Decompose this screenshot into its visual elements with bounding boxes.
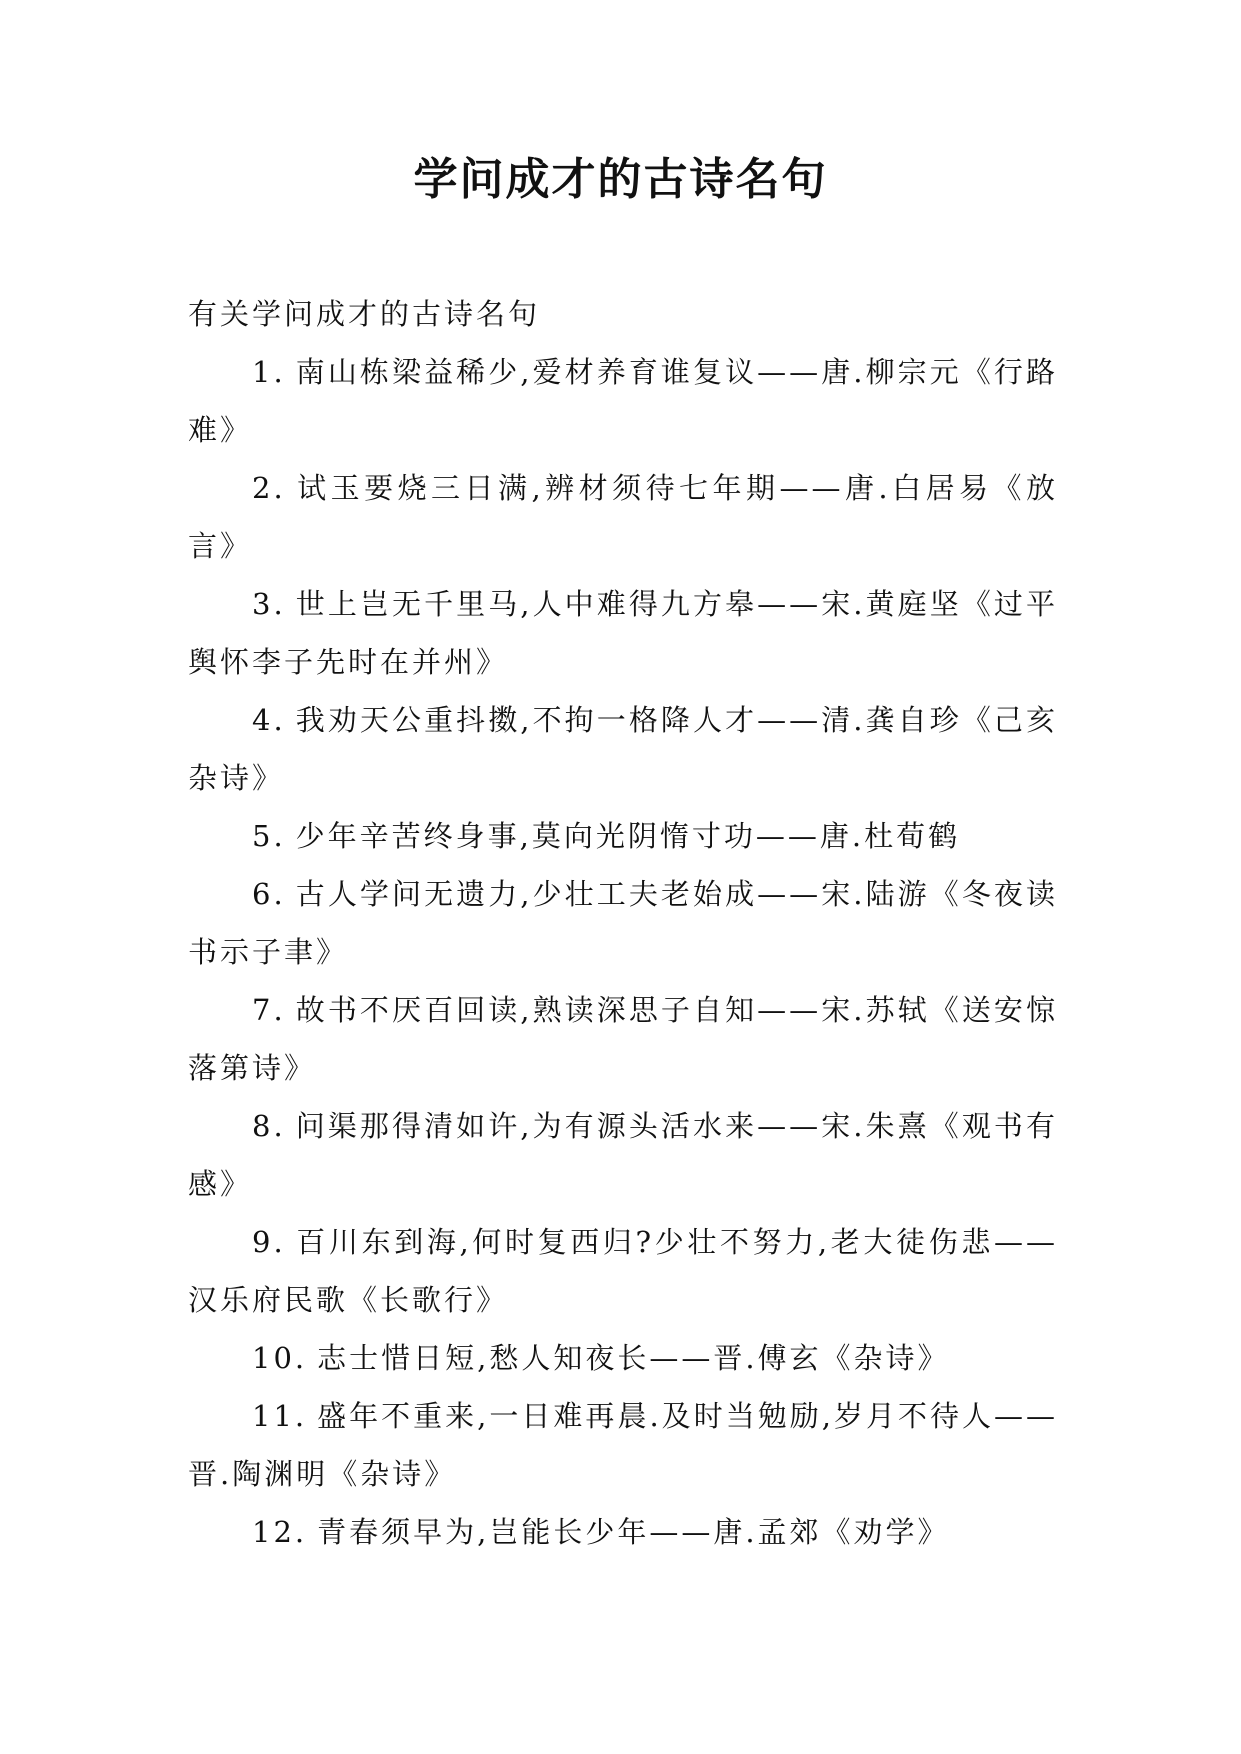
quote-text: 古人学问无遗力,少壮工夫老始成——宋.陆游《冬夜读书示子聿》 xyxy=(188,877,1058,969)
quote-number: 7. xyxy=(252,993,286,1027)
quote-item xyxy=(188,807,1058,865)
quote-text: 青春须早为,岂能长少年——唐.孟郊《劝学》 xyxy=(317,1515,950,1549)
quote-number: 10. xyxy=(252,1341,308,1375)
quote-text: 盛年不重来,一日难再晨.及时当勉励,岁月不待人——晋.陶渊明《杂诗》 xyxy=(188,1399,1058,1491)
quote-item xyxy=(188,691,1058,807)
quote-text: 志士惜日短,愁人知夜长——晋.傅玄《杂诗》 xyxy=(317,1341,950,1375)
quote-item xyxy=(188,1503,1058,1561)
quote-text: 少年辛苦终身事,莫向光阴惰寸功——唐.杜荀鹤 xyxy=(295,819,961,853)
quote-number: 1. xyxy=(252,355,286,389)
quote-item xyxy=(188,865,1058,981)
quote-text: 故书不厌百回读,熟读深思子自知——宋.苏轼《送安惊落第诗》 xyxy=(188,993,1058,1085)
quote-item xyxy=(188,1213,1058,1329)
quote-number: 6. xyxy=(252,877,286,911)
quote-item xyxy=(188,1329,1058,1387)
page-title: 学问成才的古诗名句 xyxy=(413,154,828,205)
quote-list xyxy=(188,343,1058,1561)
quote-number: 4. xyxy=(252,703,286,737)
quote-item xyxy=(188,459,1058,575)
quote-item xyxy=(188,343,1058,459)
quote-text: 我劝天公重抖擞,不拘一格降人才——清.龚自珍《己亥杂诗》 xyxy=(188,703,1058,795)
quote-item xyxy=(188,575,1058,691)
quote-text: 世上岂无千里马,人中难得九方皋——宋.黄庭坚《过平舆怀李子先时在并州》 xyxy=(188,587,1058,679)
quote-number: 9. xyxy=(252,1225,286,1259)
quote-text: 问渠那得清如许,为有源头活水来——宋.朱熹《观书有感》 xyxy=(188,1109,1058,1201)
quote-text: 百川东到海,何时复西归?少壮不努力,老大徒伤悲——汉乐府民歌《长歌行》 xyxy=(188,1225,1058,1317)
intro-line: 有关学问成才的古诗名句 xyxy=(188,297,541,331)
document-body xyxy=(188,285,1058,1561)
quote-item xyxy=(188,1387,1058,1503)
quote-number: 2. xyxy=(252,471,286,505)
quote-number: 12. xyxy=(252,1515,308,1549)
quote-number: 5. xyxy=(252,819,286,853)
quote-item xyxy=(188,981,1058,1097)
quote-text: 试玉要烧三日满,辨材须待七年期——唐.白居易《放言》 xyxy=(188,471,1058,563)
quote-text: 南山栋梁益稀少,爱材养育谁复议——唐.柳宗元《行路难》 xyxy=(188,355,1058,447)
quote-number: 3. xyxy=(252,587,286,621)
quote-number: 11. xyxy=(252,1399,308,1433)
quote-number: 8. xyxy=(252,1109,286,1143)
quote-item xyxy=(188,1097,1058,1213)
